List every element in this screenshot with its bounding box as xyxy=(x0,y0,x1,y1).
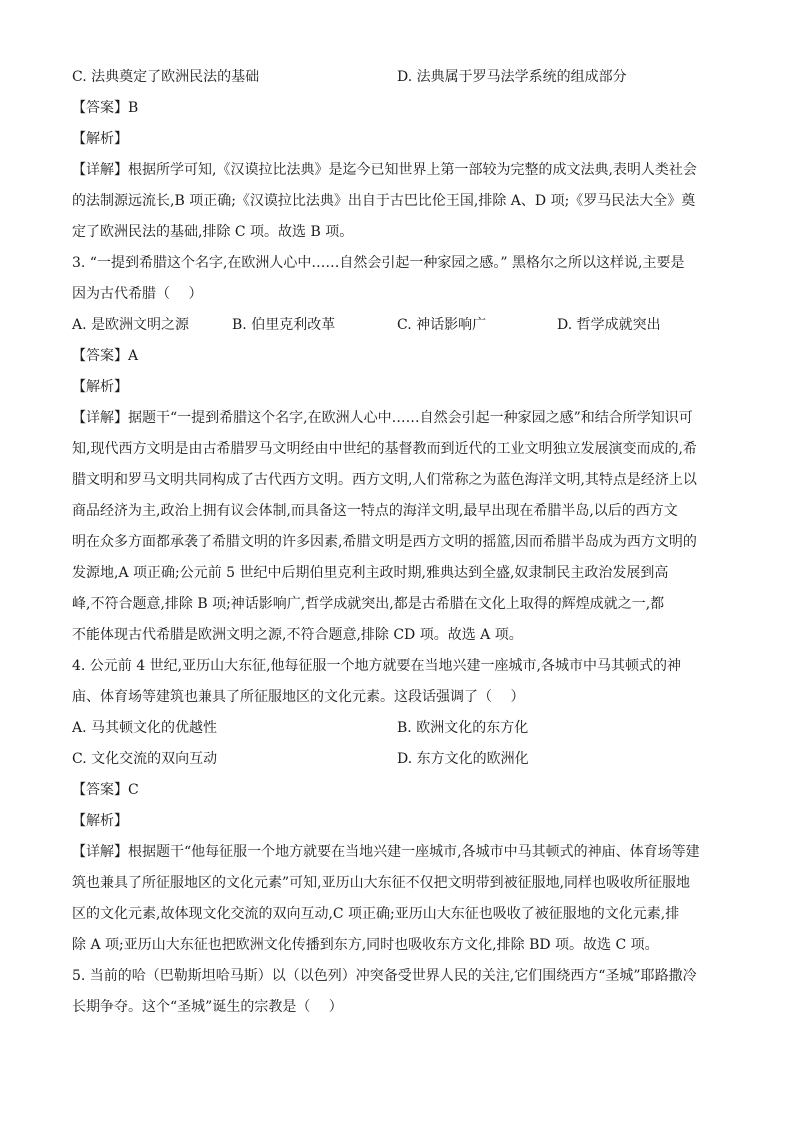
q4-detail-line: 区的文化元素,故体现文化交流的双向互动,C 项正确;亚历山大东征也吸收了被征服地的文化元素,排 xyxy=(72,906,680,922)
q4-answer: 【答案】C xyxy=(72,782,139,798)
q2-analysis-heading: 【解析】 xyxy=(72,131,128,147)
q4-option-c[interactable]: C. 文化交流的双向互动 xyxy=(72,751,218,767)
q3-detail-line: 知,现代西方文明是由古希腊罗马文明经由中世纪的基督教而到近代的工业文明独立发展演变而成的,希 xyxy=(72,441,697,457)
document-page xyxy=(72,62,722,1023)
q3-option-b[interactable]: B. 伯里克利改革 xyxy=(232,317,336,333)
q4-stem-line: 庙、体育场等建筑也兼具了所征服地区的文化元素。这段话强调了（ ） xyxy=(72,689,525,705)
q2-detail-line: 定了欧洲民法的基础,排除 C 项。故选 B 项。 xyxy=(72,224,354,240)
q3-detail-line: 峰,不符合题意,排除 B 项;神话影响广,哲学成就突出,都是古希腊在文化上取得的辉煌成就之一,都 xyxy=(72,596,665,612)
q5-stem-line: 5. 当前的哈（巴勒斯坦哈马斯）以（以色列）冲突备受世界人民的关注,它们围绕西方“圣城”耶路撒冷 xyxy=(72,968,697,984)
q3-detail-line: 明在众多方面都承袭了希腊文明的许多因素,希腊文明是西方文明的摇篮,因而希腊半岛成为西方文明的 xyxy=(72,534,697,550)
q3-detail-line: 发源地,A 项正确;公元前 5 世纪中后期伯里克利主政时期,雅典达到全盛,奴隶制民主政治发展到高 xyxy=(72,565,669,581)
q2-option-d[interactable]: D. 法典属于罗马法学系统的组成部分 xyxy=(397,69,627,85)
q2-options-cd xyxy=(72,62,722,93)
q3-stem-line: 因为古代希腊（ ） xyxy=(72,286,203,302)
q2-detail-line: 【详解】根据所学可知,《汉谟拉比法典》是迄今已知世界上第一部较为完整的成文法典,表明人类社会 xyxy=(72,162,697,178)
q5-stem-line: 长期争夺。这个“圣城”诞生的宗教是（ ） xyxy=(72,999,343,1015)
q3-detail-line: 商品经济为主,政治上拥有议会体制,而具备这一特点的海洋文明,最早出现在希腊半岛,以后的西方文 xyxy=(72,503,678,519)
q3-option-c[interactable]: C. 神话影响广 xyxy=(397,317,487,333)
q3-stem-line: 3. “一提到希腊这个名字,在欧洲人心中……自然会引起一种家园之感。” 黑格尔之所以这样说,主要是 xyxy=(72,255,685,271)
q3-detail-line: 腊文明和罗马文明共同构成了古代西方文明。西方文明,人们常称之为蓝色海洋文明,其特点是经济上以 xyxy=(72,472,697,488)
q3-option-a[interactable]: A. 是欧洲文明之源 xyxy=(72,317,190,333)
q4-options-ab xyxy=(72,713,722,744)
q4-option-d[interactable]: D. 东方文化的欧洲化 xyxy=(397,751,529,767)
q4-analysis-heading: 【解析】 xyxy=(72,813,128,829)
q3-detail-line: 【详解】据题干“一提到希腊这个名字,在欧洲人心中……自然会引起一种家园之感”和结合所学知识可 xyxy=(72,410,693,426)
q4-stem-line: 4. 公元前 4 世纪,亚历山大东征,他每征服一个地方就要在当地兴建一座城市,各城市中马其顿式的神 xyxy=(72,658,681,674)
q4-option-a[interactable]: A. 马其顿文化的优越性 xyxy=(72,720,218,736)
q2-answer: 【答案】B xyxy=(72,100,139,116)
q3-option-d[interactable]: D. 哲学成就突出 xyxy=(557,317,661,333)
q4-detail-line: 【详解】根据题干“他每征服一个地方就要在当地兴建一座城市,各城市中马其顿式的神庙、体育场等建 xyxy=(72,844,700,860)
q4-options-cd xyxy=(72,744,722,775)
q3-options xyxy=(72,310,722,341)
q4-option-b[interactable]: B. 欧洲文化的东方化 xyxy=(397,720,529,736)
q3-answer: 【答案】A xyxy=(72,348,139,364)
q3-analysis-heading: 【解析】 xyxy=(72,379,128,395)
q2-detail-line: 的法制源远流长,B 项正确;《汉谟拉比法典》出自于古巴比伦王国,排除 A、D 项;《罗马民法大全》奠 xyxy=(72,193,696,209)
q3-detail-line: 不能体现古代希腊是欧洲文明之源,不符合题意,排除 CD 项。故选 A 项。 xyxy=(72,627,523,643)
q2-option-c[interactable]: C. 法典奠定了欧洲民法的基础 xyxy=(72,69,260,85)
q4-detail-line: 除 A 项;亚历山大东征也把欧洲文化传播到东方,同时也吸收东方文化,排除 BD 项。故选 C 项。 xyxy=(72,937,659,953)
q4-detail-line: 筑也兼具了所征服地区的文化元素”可知,亚历山大东征不仅把文明带到被征服地,同样也吸收所征服地 xyxy=(72,875,691,891)
